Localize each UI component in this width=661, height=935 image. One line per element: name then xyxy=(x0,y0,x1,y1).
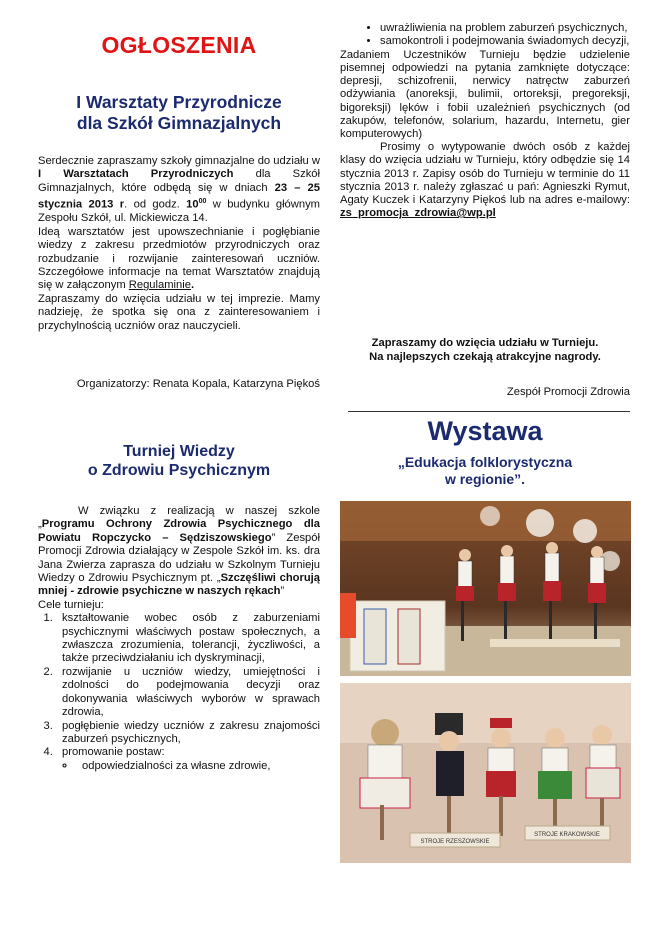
goal-item xyxy=(56,746,320,773)
photo-label-krakowskie: STROJE KRAKOWSKIE xyxy=(534,832,600,838)
attitudes-list-right xyxy=(340,22,630,49)
workshops-organizers: Organizatorzy: Renata Kopala, Katarzyna Piękoś xyxy=(76,378,320,390)
contest-p1-e: ” xyxy=(280,585,285,598)
contest-request xyxy=(340,141,630,220)
workshops-title xyxy=(38,92,320,134)
workshops-paragraph-3: Zapraszamy do wzięcia udziału w tej imprezie. Mamy nadzieję, że spotka się ona z zainteresowaniem i przychylnością uczniów oraz nauczycieli. xyxy=(38,292,320,332)
contest-title xyxy=(38,442,320,480)
exhibition-photo-1 xyxy=(340,501,631,676)
contest-request-text: Prosimy o wytypowanie dwóch osób z każdej klasy do wzięcia udziału w Turnieju, który odbędzie się 14 stycznia 2013 r. Zapisy osób do Turnieju w terminie do 11 stycznia 2013 r. należy zgłaszać u pań: Agnieszki Rymut, Agaty Kuczek i Katarzyny Piękoś lub na adres e-mailowy: xyxy=(340,141,630,207)
contest-body xyxy=(38,505,320,773)
attitude-item: ◦ odpowiedzialności za własne zdrowie, xyxy=(76,760,320,773)
page-title: OGŁOSZENIA xyxy=(101,32,257,58)
workshops-p1-b: I Warsztatach Przyrodniczych xyxy=(38,168,234,181)
contest-motto: Szczęśliwi chorują mniej - zdrowie psychiczne w naszych rękach xyxy=(38,572,320,598)
contest-p1-c: ” Zespół Promocji Zdrowia działający w Zespole Szkół im. ks. dra Jana Zwierza zaprasza do udziału w Szkolnym Turnieju Wiedzy o Zdrowiu Psychicznym pt. „ xyxy=(38,531,320,585)
workshops-hour: 10 xyxy=(186,198,199,211)
attitudes-list-left xyxy=(62,760,320,773)
contest-title-line2: o Zdrowiu Psychicznym xyxy=(87,462,271,479)
contest-invite xyxy=(340,336,630,364)
contest-p1-a: W związku z realizacją w naszej szkole „ xyxy=(38,505,320,531)
workshops-p2-b: . xyxy=(190,279,195,292)
goal-item-label: promowanie postaw: xyxy=(62,746,165,759)
exhibition-subtitle-line2: w regionie”. xyxy=(444,471,526,487)
workshops-paragraph-1 xyxy=(38,155,320,226)
workshops-p1-e: . od godz. xyxy=(124,198,187,211)
workshops-paragraph-2 xyxy=(38,226,320,293)
contest-task: Zadaniem Uczestników Turnieju będzie udzielenie pisemnej odpowiedzi na pytania zamknięte dotyczące: depresji, schizofrenii, nerwicy natręctw zaburzeń odżywiania (anoreksji, bulimii, ortoreksji, pregoreksji, bigoreksji) lęków i fobii uzależnień psychicznych (od zakupów, telefonów, solarium, hazardu, Internetu, gier komputerowych) xyxy=(340,48,630,141)
workshops-body xyxy=(38,155,320,333)
workshops-p1-f: w budynku głównym Zespołu Szkół, ul. Mickiewicza 14. xyxy=(38,198,320,225)
contest-paragraph-1 xyxy=(38,505,320,599)
photo-label-rzeszowskie: STROJE RZESZOWSKIE xyxy=(420,839,490,845)
contest-continued xyxy=(340,22,630,220)
workshops-title-line1: I Warsztaty Przyrodnicze xyxy=(76,92,282,112)
exhibition-subtitle xyxy=(340,454,630,488)
goal-item: 1. kształtowanie wobec osób z zaburzeniami psychicznymi właściwych postaw społecznych, a zwłaszcza zrozumienia, tolerancji, życzliwości, a także przeciwdziałaniu ich dyskryminacji, xyxy=(56,612,320,666)
attitude-item: • samokontroli i podejmowania świadomych decyzji, xyxy=(380,35,630,48)
exhibition-photo-2 xyxy=(340,683,631,863)
contact-email-link[interactable]: zs_promocja_zdrowia@wp.pl xyxy=(340,207,496,220)
exhibition-title: Wystawa xyxy=(427,416,543,446)
contest-invite-line1: Zapraszamy do wzięcia udziału w Turnieju. xyxy=(371,337,599,349)
workshops-minutes: 00 xyxy=(198,198,207,206)
program-name: Programu Ochrony Zdrowia Psychicznego dla Powiatu Ropczycko – Sędziszowskiego xyxy=(38,518,320,544)
contest-team: Zespół Promocji Zdrowia xyxy=(506,386,630,398)
contest-title-line1: Turniej Wiedzy xyxy=(123,443,235,460)
attitude-item: • uwrażliwienia na problem zaburzeń psychicznych, xyxy=(380,22,630,35)
goals-list xyxy=(38,612,320,773)
goals-label: Cele turnieju: xyxy=(38,598,104,611)
workshops-p1-c: dla Szkół Gimnazjalnych, które odbędą się w dniach xyxy=(38,168,320,194)
workshops-date: 23 – 25 stycznia 2013 r xyxy=(38,181,320,211)
section-divider xyxy=(348,411,630,412)
contest-invite-line2: Na najlepszych czekają atrakcyjne nagrody. xyxy=(369,351,601,363)
workshops-p1-a: Serdecznie zapraszamy szkoły gimnazjalne do udziału w xyxy=(38,155,320,167)
goal-item: 3. pogłębienie wiedzy uczniów z zakresu znajomości zaburzeń psychicznych, xyxy=(56,720,320,747)
folk-dolls-photo-2 xyxy=(340,683,631,863)
folk-dolls-photo-1 xyxy=(340,501,631,676)
exhibition-subtitle-line1: „Edukacja folklorystyczna xyxy=(397,454,573,470)
regulations-link[interactable]: Regulaminie xyxy=(128,279,191,292)
workshops-title-line2: dla Szkół Gimnazjalnych xyxy=(76,113,282,133)
goal-item: 2. rozwijanie u uczniów wiedzy, umiejętności i zdolności do podejmowania decyzji oraz dokonywania właściwych wyborów w sprawach zdrowia, xyxy=(56,666,320,720)
workshops-p2-a: Ideą warsztatów jest upowszechnianie i pogłębianie wiedzy z zakresu przedmiotów przyrodniczych oraz rozbudzanie i rozwijanie zainteresowań uczniów. Szczegółowe informacje na temat Warsztatów znajdują się w załączonym xyxy=(38,225,320,292)
